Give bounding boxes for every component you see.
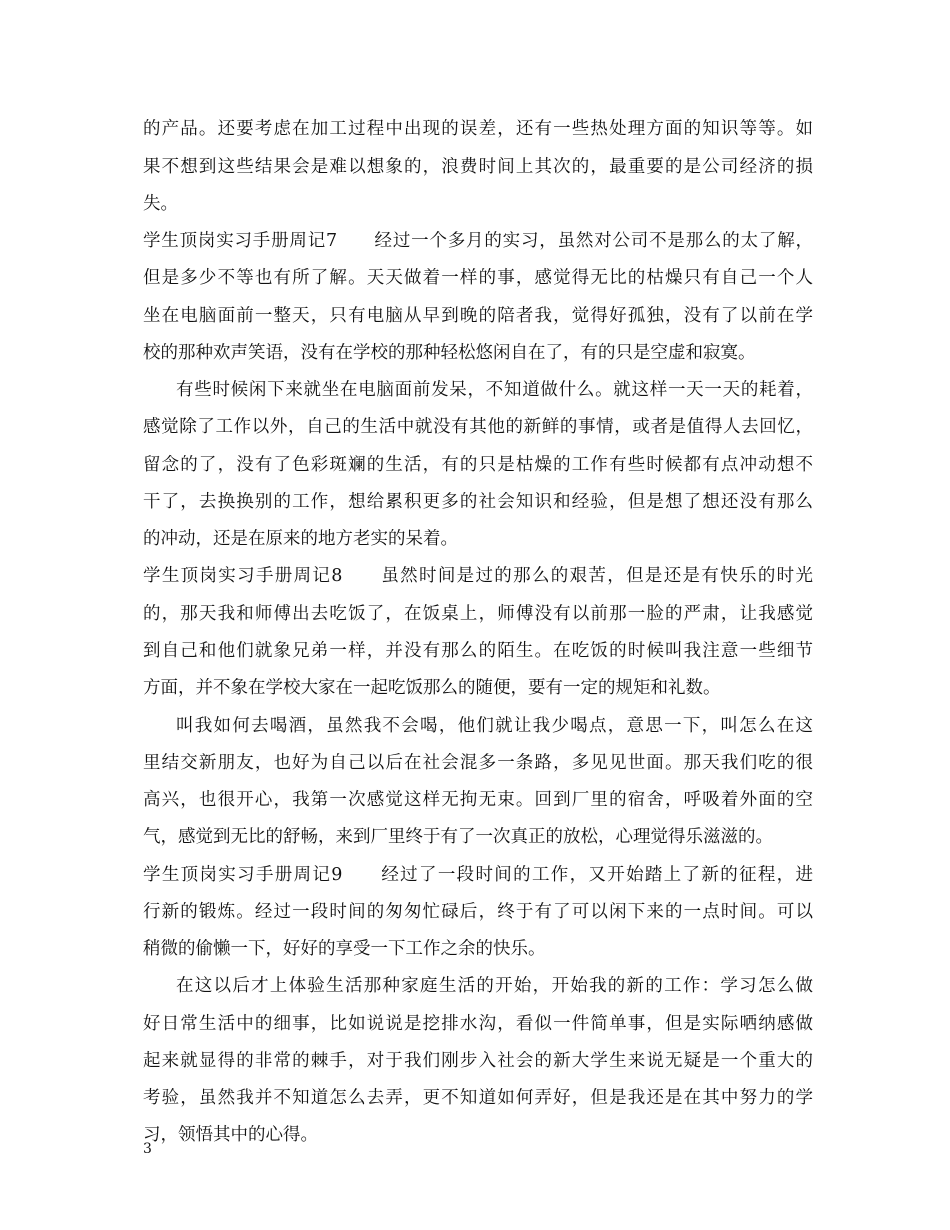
text-line: 行新的锻炼。经过一段时间的匆匆忙碌后，终于有了可以闲下来的一点时间。可以 bbox=[143, 902, 813, 922]
text-line: 气，感觉到无比的舒畅，来到厂里终于有了一次真正的放松，心理觉得乐滋滋的。 bbox=[143, 827, 773, 847]
text-line: 考验，虽然我并不知道怎么去弄，更不知道如何弄好，但是我还是在其中努力的学 bbox=[143, 1088, 813, 1108]
text-line: 的冲动，还是在原来的地方老实的呆着。 bbox=[143, 529, 458, 549]
text-line: 稍微的偷懒一下，好好的享受一下工作之余的快乐。 bbox=[143, 939, 546, 959]
text-line: 但是多少不等也有所了解。天天做着一样的事，感觉得无比的枯燥只有自己一个人 bbox=[143, 268, 813, 288]
text-line: 习，领悟其中的心得。 bbox=[143, 1125, 318, 1145]
text-line: 里结交新朋友，也好为自己以后在社会混多一条路，多见见世面。那天我们吃的很 bbox=[143, 753, 813, 773]
text-line: 高兴，也很开心，我第一次感觉这样无拘无束。回到厂里的宿舍，呼吸着外面的空 bbox=[143, 790, 813, 810]
section-heading-line: 学生顶岗实习手册周记8 虽然时间是过的那么的艰苦，但是还是有快乐的时光 bbox=[143, 566, 813, 586]
text-line: 的产品。还要考虑在加工过程中出现的误差，还有一些热处理方面的知识等等。如 bbox=[143, 119, 813, 139]
text-line: 起来就显得的非常的棘手，对于我们刚步入社会的新大学生来说无疑是一个重大的 bbox=[143, 1051, 813, 1071]
section-heading-line: 学生顶岗实习手册周记9 经过了一段时间的工作，又开始踏上了新的征程，进 bbox=[143, 865, 813, 885]
page-number: 3 bbox=[143, 1141, 152, 1157]
text-line: 失。 bbox=[143, 194, 178, 214]
text-line: 留念的了，没有了色彩斑斓的生活，有的只是枯燥的工作有些时候都有点冲动想不 bbox=[143, 455, 813, 475]
text-line: 的，那天我和师傅出去吃饭了，在饭桌上，师傅没有以前那一脸的严肃，让我感觉 bbox=[143, 604, 813, 624]
text-line: 到自己和他们就象兄弟一样，并没有那么的陌生。在吃饭的时候叫我注意一些细节 bbox=[143, 641, 813, 661]
text-line: 果不想到这些结果会是难以想象的，浪费时间上其次的，最重要的是公司经济的损 bbox=[143, 157, 813, 177]
paragraph-start-line: 在这以后才上体验生活那种家庭生活的开始，开始我的新的工作：学习怎么做 bbox=[176, 976, 813, 996]
paragraph-start-line: 有些时候闲下来就坐在电脑面前发呆，不知道做什么。就这样一天一天的耗着， bbox=[176, 380, 813, 400]
paragraph-start-line: 叫我如何去喝酒，虽然我不会喝，他们就让我少喝点，意思一下，叫怎么在这 bbox=[176, 716, 813, 736]
text-line: 坐在电脑面前一整天，只有电脑从早到晚的陪者我，觉得好孤独，没有了以前在学 bbox=[143, 306, 813, 326]
section-heading-line: 学生顶岗实习手册周记7 经过一个多月的实习，虽然对公司不是那么的太了解， bbox=[143, 231, 813, 251]
text-line: 方面，并不象在学校大家在一起吃饭那么的随便，要有一定的规矩和礼数。 bbox=[143, 678, 721, 698]
text-line: 感觉除了工作以外，自己的生活中就没有其他的新鲜的事情，或者是值得人去回忆， bbox=[143, 417, 813, 437]
text-line: 干了，去换换别的工作，想给累积更多的社会知识和经验，但是想了想还没有那么 bbox=[143, 492, 813, 512]
text-line: 好日常生活中的细事，比如说说是挖排水沟，看似一件简单事，但是实际哂纳感做 bbox=[143, 1014, 813, 1034]
text-line: 校的那种欢声笑语，没有在学校的那种轻松悠闲自在了，有的只是空虚和寂寞。 bbox=[143, 343, 756, 363]
